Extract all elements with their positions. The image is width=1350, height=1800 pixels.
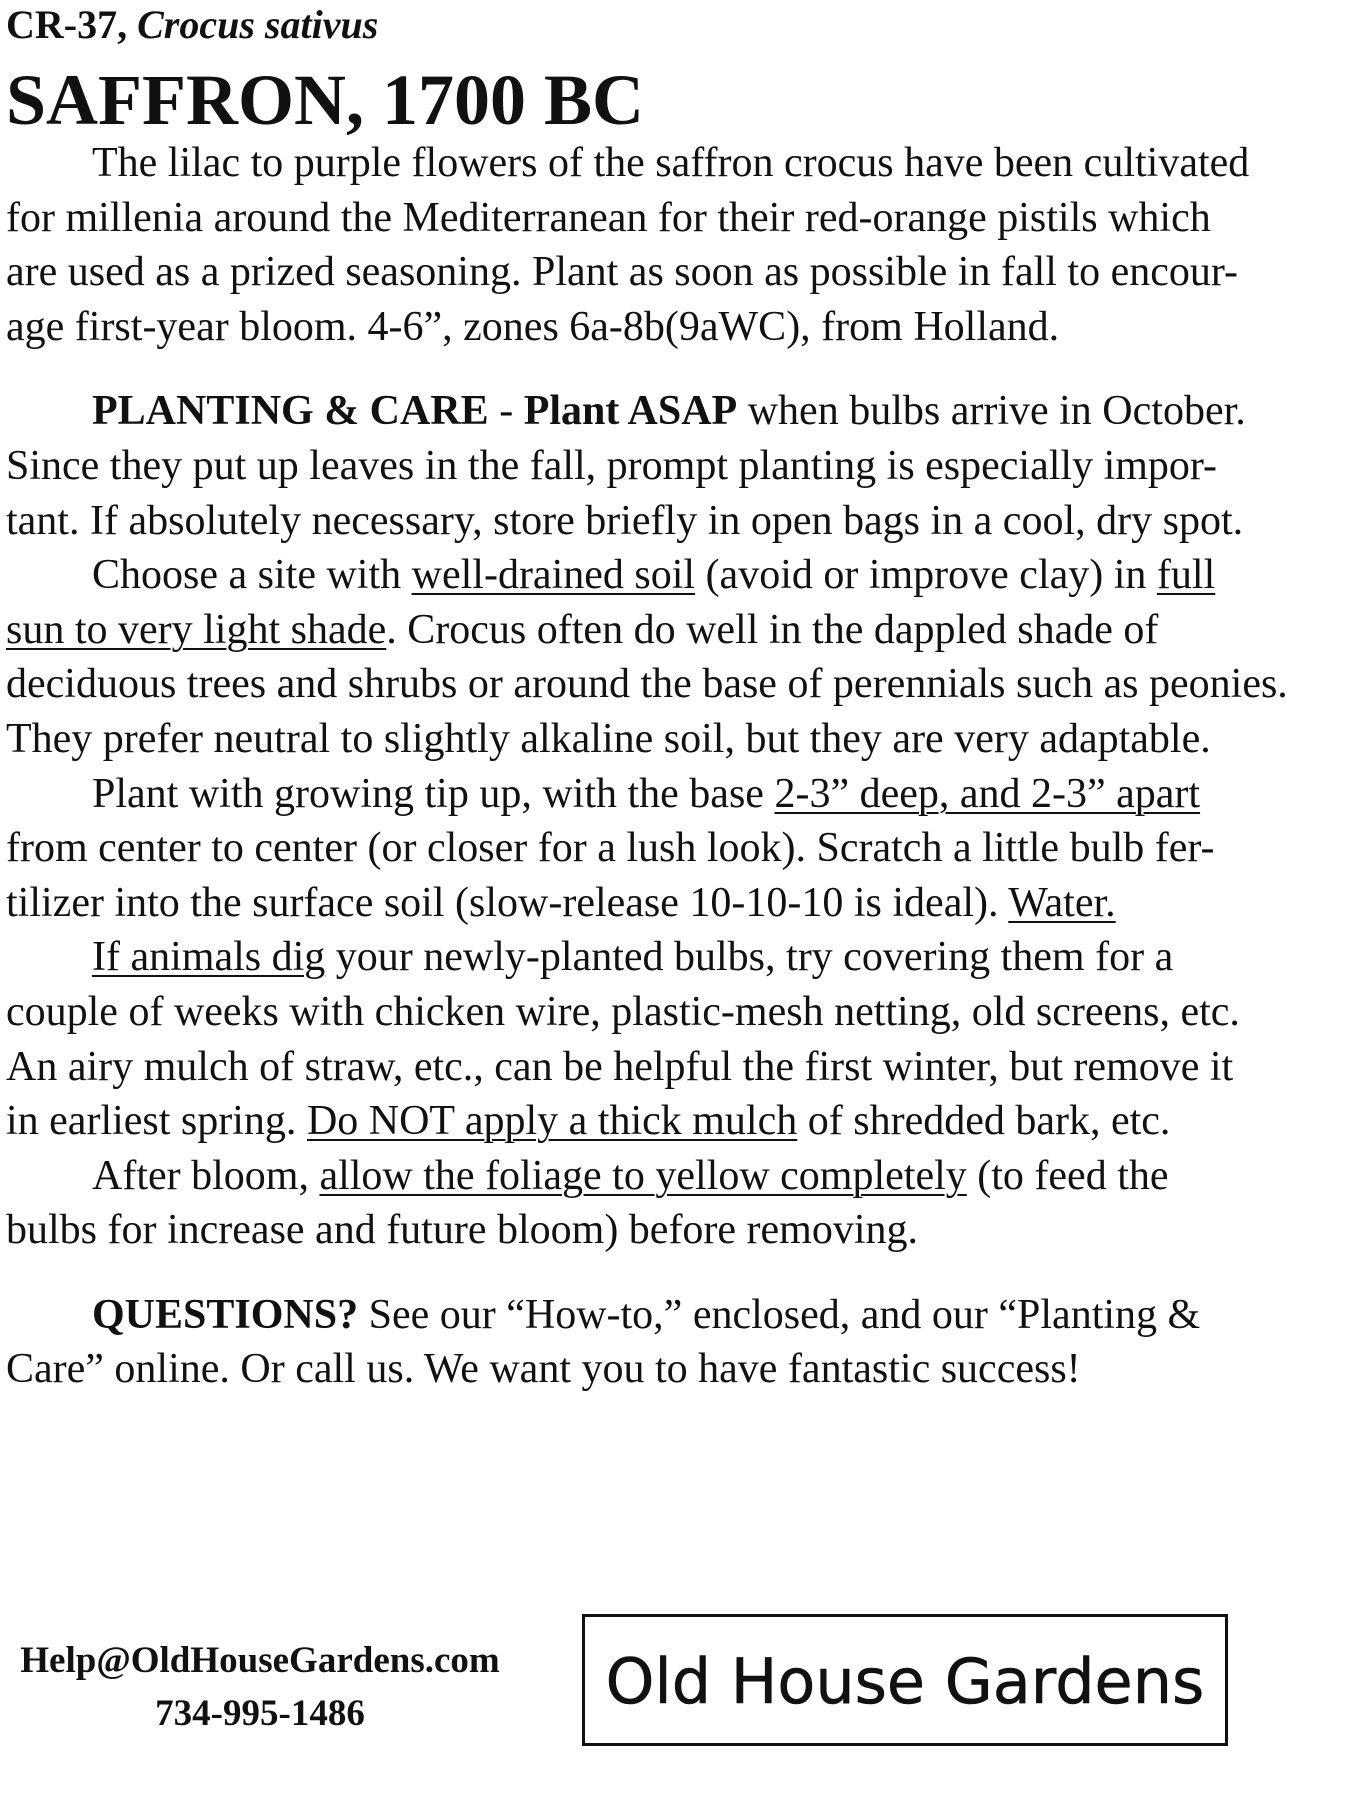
text-line: Care” online. Or call us. We want you to have fantastic success! [6, 1346, 1081, 1393]
depth-paragraph [6, 767, 1336, 931]
underlined-text: allow the foliage to yellow completely [319, 1152, 967, 1199]
latin-name: Crocus sativus [137, 2, 379, 47]
after-bloom-paragraph [6, 1149, 1336, 1258]
text-line: They prefer neutral to slightly alkaline soil, but they are very adaptable. [6, 715, 1211, 762]
section-heading: PLANTING & CARE [92, 388, 489, 435]
section-heading: QUESTIONS? [92, 1291, 359, 1338]
text-span: (to feed the [966, 1152, 1169, 1199]
text-line: The lilac to purple flowers of the saffron crocus have been cultivated [92, 140, 1250, 186]
contact-phone: 734-995-1486 [155, 1693, 365, 1734]
text-line [6, 876, 1336, 931]
text-line: Since they put up leaves in the fall, prompt planting is especially impor- [6, 442, 1218, 489]
text-line: couple of weeks with chicken wire, plastic-mesh netting, old screens, etc. [6, 988, 1240, 1035]
text-line [6, 767, 1336, 822]
text-line [6, 384, 1336, 439]
text-line: are used as a prized seasoning. Plant as soon as possible in fall to encour- [6, 249, 1239, 296]
text-line [6, 603, 1336, 658]
text-span: of shredded bark, etc. [797, 1098, 1171, 1145]
text-line: deciduous trees and shrubs or around the base of perennials such as peonies. [6, 661, 1288, 708]
contact-email[interactable]: Help@OldHouseGardens.com [20, 1640, 500, 1681]
bold-lead: Plant ASAP [523, 388, 738, 435]
underlined-text: well-drained soil [411, 552, 696, 599]
text-line: An airy mulch of straw, etc., can be helpful the first winter, but remove it [6, 1043, 1234, 1090]
contact-block [0, 1634, 520, 1740]
text-line [6, 1288, 1336, 1343]
questions-paragraph [6, 1288, 1336, 1397]
page-title: SAFFRON, 1700 BC [6, 60, 645, 140]
text-span: . Crocus often do well in the dappled shade of [386, 606, 1159, 653]
product-code-line [6, 0, 378, 50]
text-span: in earliest spring. [6, 1098, 307, 1145]
underlined-text: sun to very light shade [6, 606, 387, 653]
brand-logo-text: Old House Gardens [605, 1645, 1205, 1718]
text-line [6, 1094, 1336, 1149]
underlined-text: full [1156, 552, 1216, 599]
document-body [6, 136, 1336, 1397]
brand-logo [582, 1614, 1228, 1746]
text-line: from center to center (or closer for a lush look). Scratch a little bulb fer- [6, 825, 1215, 872]
text-span: - [488, 388, 524, 435]
text-span: After bloom, [92, 1152, 320, 1199]
text-span: Plant with growing tip up, with the base [92, 770, 775, 817]
site-paragraph [6, 548, 1336, 766]
brand-logo-graphic [585, 1617, 1225, 1743]
text-line: bulbs for increase and future bloom) before removing. [6, 1207, 919, 1254]
text-span: your newly-planted bulbs, try covering them for a [325, 934, 1174, 981]
text-line: for millenia around the Mediterranean for their red-orange pistils which [6, 194, 1211, 241]
text-line: age first-year bloom. 4-6”, zones 6a-8b(9aWC), from Holland. [6, 303, 1060, 350]
text-span: tilizer into the surface soil (slow-release 10-10-10 is ideal). [6, 879, 1009, 926]
text-line [6, 548, 1336, 603]
underlined-text: 2-3” deep, and 2-3” apart [774, 770, 1201, 817]
text-span: when bulbs arrive in October. [737, 388, 1246, 435]
underlined-text: Water. [1008, 879, 1116, 926]
text-span: (avoid or improve clay) in [695, 552, 1157, 599]
underlined-text: Do NOT apply a thick mulch [306, 1098, 798, 1145]
text-span: See our “How-to,” enclosed, and our “Planting & [358, 1291, 1201, 1338]
text-line [6, 930, 1336, 985]
product-code: CR-37, [6, 2, 128, 47]
text-line: tant. If absolutely necessary, store briefly in open bags in a cool, dry spot. [6, 497, 1244, 544]
planting-paragraph [6, 384, 1336, 548]
underlined-text: If animals dig [92, 934, 326, 981]
animals-paragraph [6, 930, 1336, 1148]
text-span: Choose a site with [92, 552, 412, 599]
intro-paragraph [6, 136, 1336, 354]
text-line [6, 1149, 1336, 1204]
